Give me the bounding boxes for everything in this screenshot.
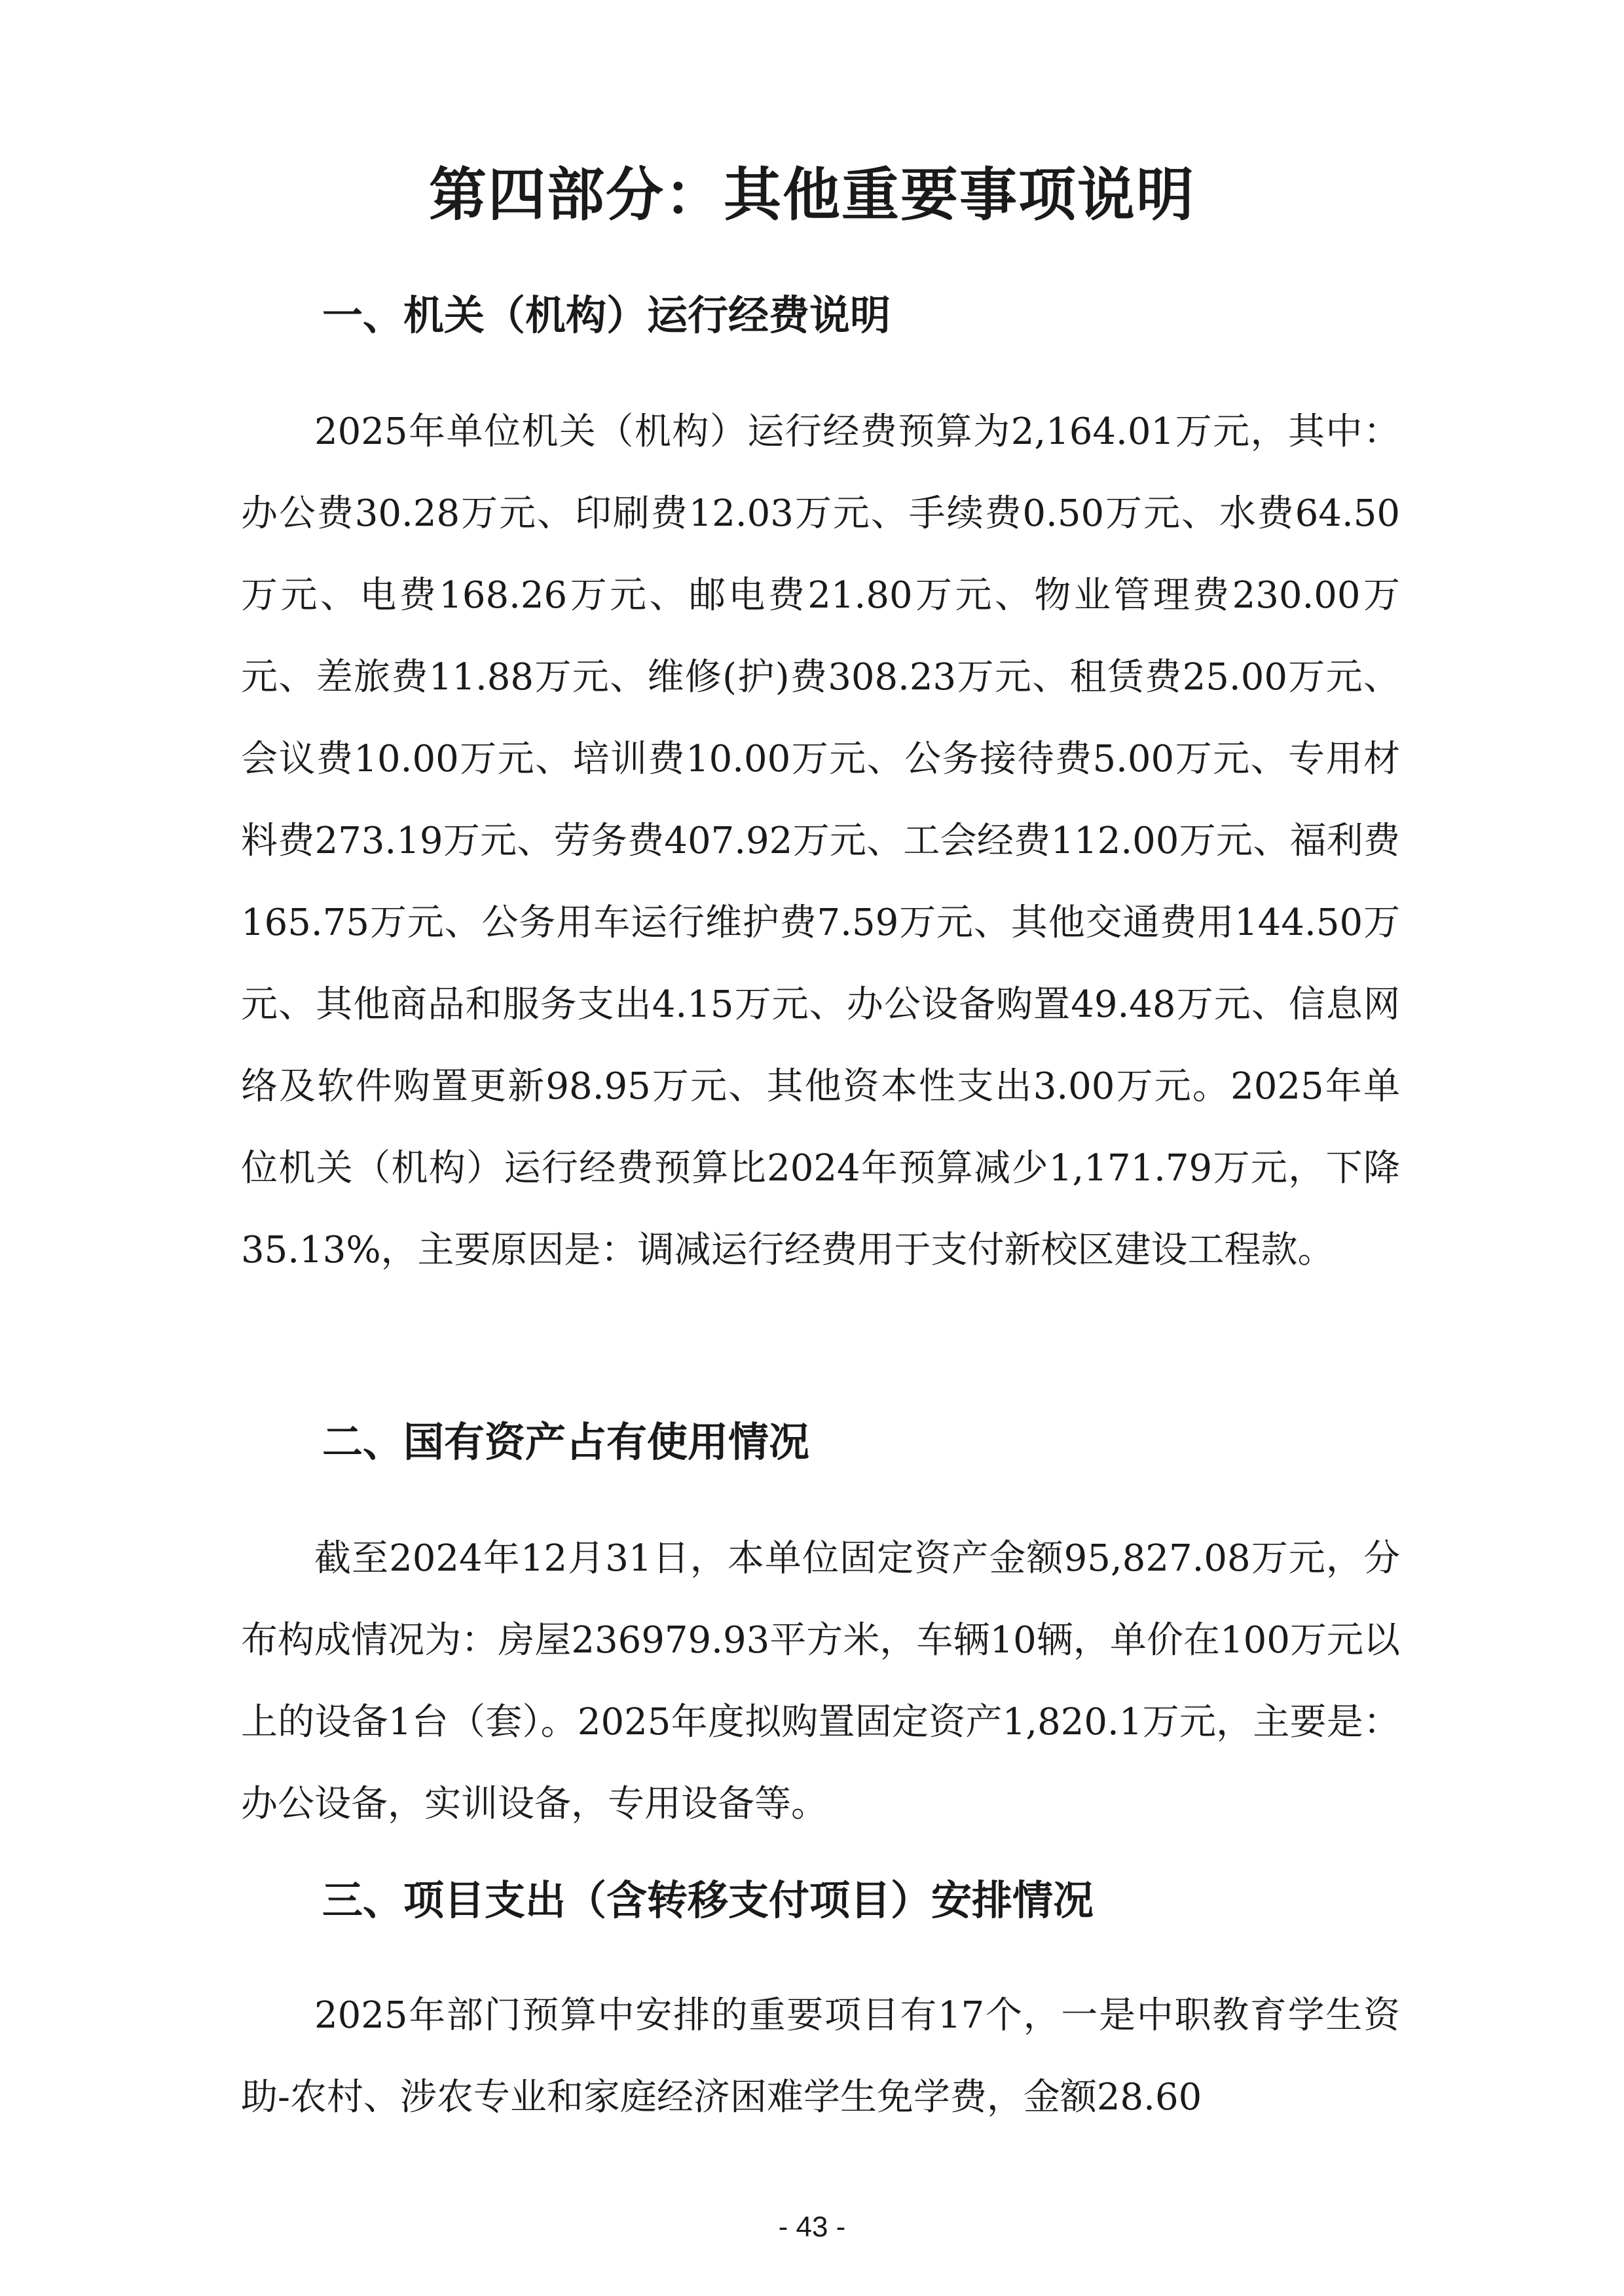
- section-heading-state-assets: 二、国有资产占有使用情况: [322, 1418, 810, 1466]
- section-body-state-assets: 截至2024年12月31日，本单位固定资产金额95,827.08万元，分布构成情况为：房屋236979.93平方米，车辆10辆，单价在100万元以上的设备1台（套）。2025年度拟购置固定资产1,820.1万元，主要是：办公设备，实训设备，专用设备等。: [241, 1537, 1400, 1825]
- page-title: 第四部分：其他重要事项说明: [428, 161, 1195, 228]
- section-heading-operating-expenses: 一、机关（机构）运行经费说明: [322, 291, 891, 339]
- page-number: - 43 -: [778, 2211, 846, 2243]
- section-body-project-expenditure: 2025年部门预算中安排的重要项目有17个，一是中职教育学生资助-农村、涉农专业和家庭经济困难学生免学费，金额28.60: [241, 1994, 1400, 2119]
- section-heading-project-expenditure: 三、项目支出（含转移支付项目）安排情况: [322, 1876, 1094, 1924]
- section-body-operating-expenses: 2025年单位机关（机构）运行经费预算为2,164.01万元，其中：办公费30.28万元、印刷费12.03万元、手续费0.50万元、水费64.50万元、电费168.26万元、邮电费21.80万元、物业管理费230.00万元、差旅费11.88万元、维修(护)费308.23万元、租赁费25.00万元、会议费10.00万元、培训费10.00万元、公务接待费5.00万元、专用材料费273.19万元、劳务费407.92万元、工会经费112.00万元、福利费165.75万元、公务用车运行维护费7.59万元、其他交通费用144.50万元、其他商品和服务支出4.15万元、办公设备购置49.48万元、信息网络及软件购置更新98.95万元、其他资本性支出3.00万元。2025年单位机关（机构）运行经费预算比2024年预算减少1,171.79万元，下降35.13%，主要原因是：调减运行经费用于支付新校区建设工程款。: [241, 410, 1400, 1271]
